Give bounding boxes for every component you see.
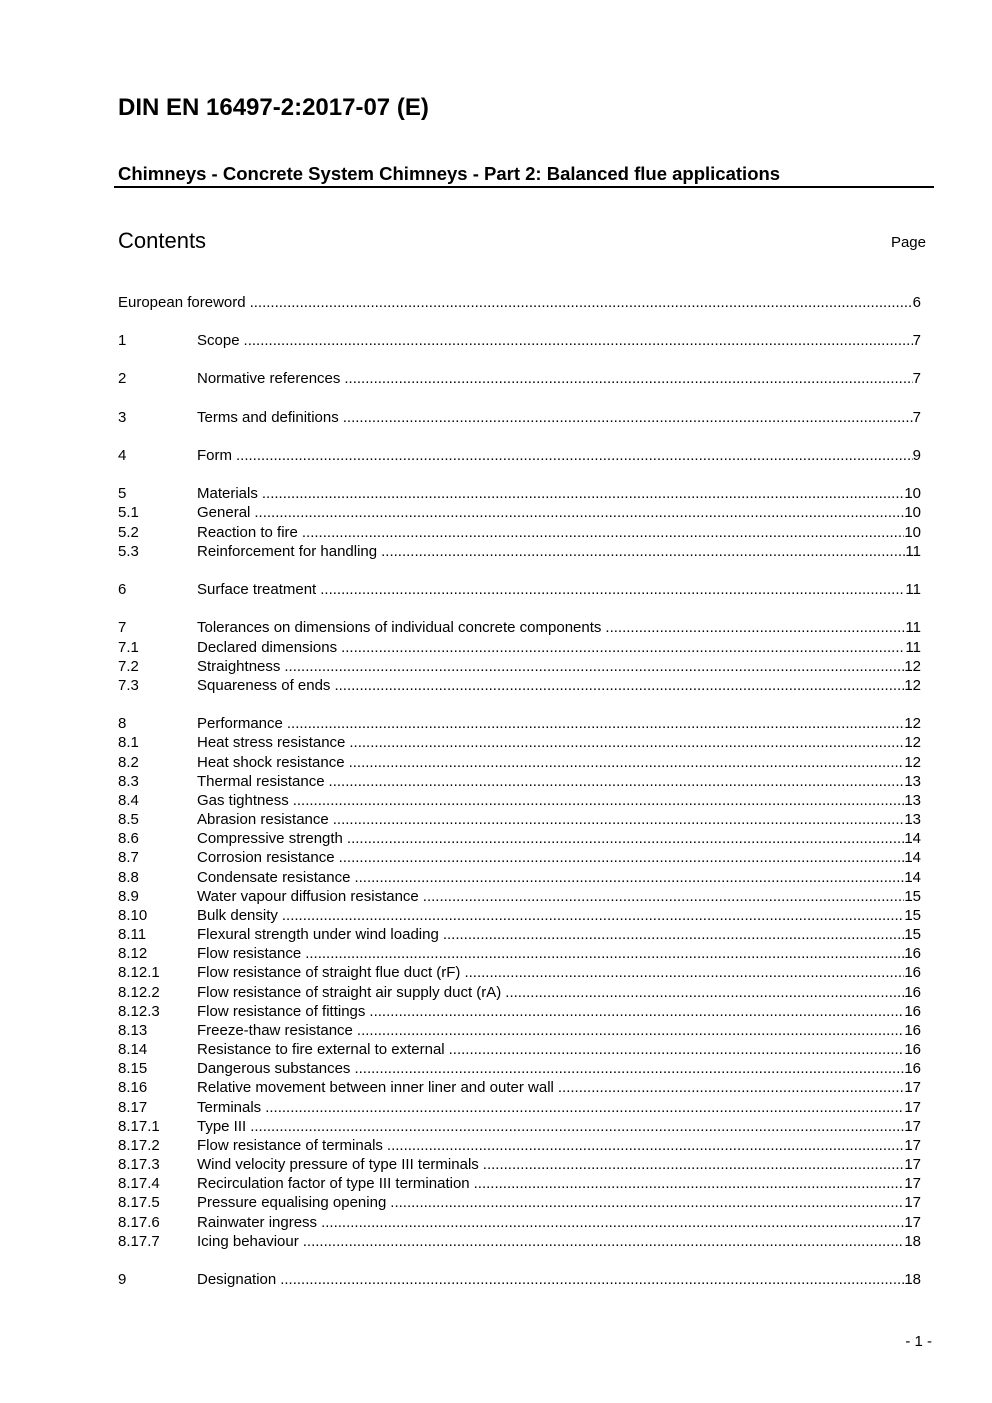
toc-entry[interactable] xyxy=(118,963,921,982)
toc-dot-leader xyxy=(369,1002,904,1021)
toc-dot-leader xyxy=(390,1193,904,1212)
toc-entry-page: 16 xyxy=(904,1022,921,1039)
toc-entry-title: Flow resistance of terminals xyxy=(197,1137,383,1154)
toc-entry-title: Normative references xyxy=(197,370,341,387)
toc-entry-page: 12 xyxy=(904,715,921,732)
toc-dot-leader xyxy=(280,1270,904,1289)
toc-entry[interactable] xyxy=(118,1136,921,1155)
toc-entry-number: 8.6 xyxy=(118,830,139,847)
toc-entry-number: 8.12.3 xyxy=(118,1003,160,1020)
toc-dot-leader xyxy=(505,983,904,1002)
toc-entry-page: 16 xyxy=(904,945,921,962)
toc-entry-page: 11 xyxy=(905,619,921,636)
toc-entry-number: 4 xyxy=(118,447,127,464)
toc-entry-number: 6 xyxy=(118,581,127,598)
toc-entry[interactable] xyxy=(118,1098,921,1117)
toc-entry-title: Pressure equalising opening xyxy=(197,1194,387,1211)
toc-entry[interactable] xyxy=(118,772,921,791)
toc-entry[interactable] xyxy=(118,369,921,388)
toc-entry-title: Flow resistance xyxy=(197,945,302,962)
toc-entry-title: Wind velocity pressure of type III terminals xyxy=(197,1156,479,1173)
toc-entry-title: Squareness of ends xyxy=(197,677,331,694)
toc-entry-number: 8.16 xyxy=(118,1079,148,1096)
toc-entry[interactable] xyxy=(118,1174,921,1193)
toc-entry[interactable] xyxy=(118,331,921,350)
toc-entry-number: 8.15 xyxy=(118,1060,148,1077)
toc-entry-title: Gas tightness xyxy=(197,792,289,809)
toc-entry-title: Declared dimensions xyxy=(197,639,338,656)
toc-entry-page: 11 xyxy=(905,639,921,656)
toc-entry[interactable] xyxy=(118,810,921,829)
toc-entry-page: 17 xyxy=(904,1214,921,1231)
toc-dot-leader xyxy=(354,868,904,887)
toc-entry-page: 15 xyxy=(904,926,921,943)
toc-dot-leader xyxy=(381,542,905,561)
toc-dot-leader xyxy=(254,503,904,522)
toc-entry-number: 8.3 xyxy=(118,773,139,790)
toc-entry-page: 12 xyxy=(904,754,921,771)
toc-entry-title: General xyxy=(197,504,251,521)
toc-entry-title: Flexural strength under wind loading xyxy=(197,926,439,943)
toc-entry-title: Freeze-thaw resistance xyxy=(197,1022,353,1039)
toc-entry-title: Flow resistance of straight air supply duct (rA) xyxy=(197,984,502,1001)
toc-dot-leader xyxy=(320,580,905,599)
toc-entry[interactable] xyxy=(118,983,921,1002)
toc-entry[interactable] xyxy=(118,657,921,676)
toc-entry[interactable] xyxy=(118,542,921,561)
toc-dot-leader xyxy=(284,657,904,676)
toc-entry-number: 7.1 xyxy=(118,639,139,656)
toc-entry-number: 8 xyxy=(118,715,127,732)
toc-entry-page: 16 xyxy=(904,1003,921,1020)
table-of-contents xyxy=(118,0,921,1403)
toc-entry-page: 17 xyxy=(904,1118,921,1135)
toc-entry[interactable] xyxy=(118,638,921,657)
toc-dot-leader xyxy=(347,829,904,848)
toc-dot-leader xyxy=(321,1213,904,1232)
toc-entry[interactable] xyxy=(118,733,921,752)
toc-entry-page: 17 xyxy=(904,1079,921,1096)
toc-entry[interactable] xyxy=(118,676,921,695)
toc-entry-number: 8.12 xyxy=(118,945,148,962)
toc-entry[interactable] xyxy=(118,944,921,963)
toc-dot-leader xyxy=(339,848,905,867)
toc-dot-leader xyxy=(343,408,913,427)
toc-entry-number: 5 xyxy=(118,485,127,502)
toc-dot-leader xyxy=(344,369,912,388)
toc-entry-title: Reaction to fire xyxy=(197,524,298,541)
toc-entry[interactable] xyxy=(118,906,921,925)
toc-entry-title: Heat stress resistance xyxy=(197,734,346,751)
toc-dot-leader xyxy=(305,944,904,963)
toc-entry[interactable] xyxy=(118,829,921,848)
toc-entry[interactable] xyxy=(118,1232,921,1251)
toc-dot-leader xyxy=(262,484,904,503)
toc-entry-title: Tolerances on dimensions of individual concrete components xyxy=(197,619,602,636)
document-title: Chimneys - Concrete System Chimneys - Part 2: Balanced flue applications xyxy=(118,163,781,184)
toc-entry-page: 10 xyxy=(904,524,921,541)
toc-dot-leader xyxy=(333,810,905,829)
toc-entry-page: 17 xyxy=(904,1099,921,1116)
toc-entry[interactable] xyxy=(118,887,921,906)
toc-entry-title: Straightness xyxy=(197,658,281,675)
toc-entry[interactable] xyxy=(118,1078,921,1097)
toc-entry-page: 16 xyxy=(904,964,921,981)
toc-dot-leader xyxy=(250,293,913,312)
toc-entry-page: 16 xyxy=(904,1041,921,1058)
toc-entry[interactable] xyxy=(118,1155,921,1174)
toc-dot-leader xyxy=(250,1117,904,1136)
toc-entry-title: Condensate resistance xyxy=(197,869,351,886)
toc-entry-page: 7 xyxy=(912,409,921,426)
toc-dot-leader xyxy=(287,714,904,733)
toc-entry-number: 8.8 xyxy=(118,869,139,886)
toc-entry-title: Performance xyxy=(197,715,283,732)
toc-entry-page: 12 xyxy=(904,658,921,675)
toc-entry-number: 2 xyxy=(118,370,127,387)
toc-entry-number: 8.1 xyxy=(118,734,139,751)
toc-entry-number: 5.3 xyxy=(118,543,139,560)
toc-entry-page: 13 xyxy=(904,773,921,790)
toc-entry-title: Form xyxy=(197,447,232,464)
toc-entry[interactable] xyxy=(118,925,921,944)
toc-entry-title: Materials xyxy=(197,485,258,502)
toc-entry-number: 8.14 xyxy=(118,1041,148,1058)
toc-entry-title: Dangerous substances xyxy=(197,1060,351,1077)
toc-entry-title: Terms and definitions xyxy=(197,409,339,426)
toc-dot-leader xyxy=(329,772,905,791)
toc-entry[interactable] xyxy=(118,868,921,887)
toc-entry-title: European foreword xyxy=(118,294,246,311)
toc-dot-leader xyxy=(558,1078,904,1097)
toc-dot-leader xyxy=(244,331,913,350)
toc-dot-leader xyxy=(449,1040,905,1059)
toc-entry-number: 1 xyxy=(118,332,127,349)
toc-entry[interactable] xyxy=(118,618,921,637)
toc-entry-page: 9 xyxy=(912,447,921,464)
toc-entry[interactable] xyxy=(118,1040,921,1059)
toc-entry[interactable] xyxy=(118,1059,921,1078)
toc-entry[interactable] xyxy=(118,293,921,312)
toc-dot-leader xyxy=(293,791,905,810)
toc-entry-number: 8.12.2 xyxy=(118,984,160,1001)
toc-entry-page: 15 xyxy=(904,888,921,905)
toc-entry-page: 18 xyxy=(904,1233,921,1250)
toc-entry-number: 8.17 xyxy=(118,1099,148,1116)
toc-entry[interactable] xyxy=(118,580,921,599)
toc-entry[interactable] xyxy=(118,848,921,867)
toc-entry-title: Heat shock resistance xyxy=(197,754,345,771)
toc-entry-page: 6 xyxy=(912,294,921,311)
toc-entry[interactable] xyxy=(118,503,921,522)
toc-dot-leader xyxy=(483,1155,905,1174)
toc-entry-number: 3 xyxy=(118,409,127,426)
toc-entry-title: Thermal resistance xyxy=(197,773,325,790)
toc-entry-number: 8.17.1 xyxy=(118,1118,160,1135)
toc-entry[interactable] xyxy=(118,484,921,503)
toc-entry[interactable] xyxy=(118,753,921,772)
toc-entry-title: Reinforcement for handling xyxy=(197,543,378,560)
toc-dot-leader xyxy=(354,1059,904,1078)
toc-entry-title: Icing behaviour xyxy=(197,1233,299,1250)
toc-entry[interactable] xyxy=(118,1193,921,1212)
page-column-label: Page xyxy=(890,234,926,251)
toc-entry-number: 8.17.6 xyxy=(118,1214,160,1231)
toc-dot-leader xyxy=(357,1021,904,1040)
toc-entry-page: 15 xyxy=(904,907,921,924)
contents-heading: Contents xyxy=(118,228,207,253)
toc-entry-page: 7 xyxy=(912,332,921,349)
toc-entry-title: Relative movement between inner liner and outer wall xyxy=(197,1079,554,1096)
toc-entry-number: 8.9 xyxy=(118,888,139,905)
toc-entry[interactable] xyxy=(118,1021,921,1040)
toc-entry-number: 8.17.7 xyxy=(118,1233,160,1250)
toc-entry-number: 8.7 xyxy=(118,849,139,866)
toc-entry[interactable] xyxy=(118,714,921,733)
toc-entry-number: 7.3 xyxy=(118,677,139,694)
toc-entry-number: 5.1 xyxy=(118,504,139,521)
toc-entry-page: 17 xyxy=(904,1156,921,1173)
toc-entry-number: 8.2 xyxy=(118,754,139,771)
toc-entry-number: 9 xyxy=(118,1271,127,1288)
toc-entry[interactable] xyxy=(118,1213,921,1232)
toc-entry[interactable] xyxy=(118,446,921,465)
toc-entry-page: 17 xyxy=(904,1175,921,1192)
toc-entry[interactable] xyxy=(118,1270,921,1289)
toc-entry-number: 8.11 xyxy=(118,926,147,943)
toc-entry-page: 16 xyxy=(904,984,921,1001)
toc-dot-leader xyxy=(349,733,904,752)
toc-entry-page: 7 xyxy=(912,370,921,387)
toc-entry-number: 8.12.1 xyxy=(118,964,160,981)
toc-dot-leader xyxy=(474,1174,905,1193)
toc-entry-page: 12 xyxy=(904,677,921,694)
toc-entry-page: 11 xyxy=(905,581,921,598)
document-number: DIN EN 16497-2:2017-07 (E) xyxy=(118,94,429,121)
toc-dot-leader xyxy=(423,887,905,906)
toc-entry-number: 8.4 xyxy=(118,792,139,809)
toc-dot-leader xyxy=(334,676,904,695)
toc-entry-title: Terminals xyxy=(197,1099,262,1116)
toc-entry-number: 8.17.3 xyxy=(118,1156,160,1173)
toc-dot-leader xyxy=(387,1136,904,1155)
toc-entry-title: Flow resistance of fittings xyxy=(197,1003,366,1020)
toc-dot-leader xyxy=(302,523,904,542)
footer-page-number: - 1 - xyxy=(905,1333,932,1350)
toc-dot-leader xyxy=(282,906,904,925)
toc-dot-leader xyxy=(605,618,905,637)
toc-entry-title: Designation xyxy=(197,1271,277,1288)
toc-entry-number: 8.5 xyxy=(118,811,139,828)
toc-entry-title: Flow resistance of straight flue duct (rF) xyxy=(197,964,461,981)
toc-entry-page: 10 xyxy=(904,504,921,521)
toc-entry-number: 7 xyxy=(118,619,127,636)
toc-entry[interactable] xyxy=(118,408,921,427)
toc-entry-title: Rainwater ingress xyxy=(197,1214,318,1231)
toc-entry-title: Recirculation factor of type III termination xyxy=(197,1175,470,1192)
toc-entry-title: Compressive strength xyxy=(197,830,343,847)
toc-entry-page: 17 xyxy=(904,1194,921,1211)
toc-dot-leader xyxy=(265,1098,904,1117)
toc-dot-leader xyxy=(341,638,905,657)
toc-entry-page: 13 xyxy=(904,792,921,809)
toc-dot-leader xyxy=(349,753,905,772)
toc-entry-page: 16 xyxy=(904,1060,921,1077)
toc-entry-page: 13 xyxy=(904,811,921,828)
toc-entry[interactable] xyxy=(118,523,921,542)
toc-entry[interactable] xyxy=(118,791,921,810)
toc-entry-number: 8.17.5 xyxy=(118,1194,160,1211)
toc-entry-page: 10 xyxy=(904,485,921,502)
toc-dot-leader xyxy=(443,925,905,944)
toc-entry-number: 7.2 xyxy=(118,658,139,675)
toc-entry-title: Bulk density xyxy=(197,907,278,924)
toc-entry-page: 12 xyxy=(904,734,921,751)
toc-dot-leader xyxy=(236,446,913,465)
toc-entry-number: 8.17.4 xyxy=(118,1175,160,1192)
toc-entry-page: 18 xyxy=(904,1271,921,1288)
toc-entry-title: Resistance to fire external to external xyxy=(197,1041,445,1058)
toc-dot-leader xyxy=(303,1232,905,1251)
toc-entry-title: Scope xyxy=(197,332,240,349)
toc-entry-title: Abrasion resistance xyxy=(197,811,329,828)
toc-entry-page: 14 xyxy=(904,830,921,847)
toc-entry-title: Water vapour diffusion resistance xyxy=(197,888,419,905)
toc-entry-number: 8.10 xyxy=(118,907,148,924)
toc-entry-page: 17 xyxy=(904,1137,921,1154)
toc-entry-number: 8.17.2 xyxy=(118,1137,160,1154)
toc-entry[interactable] xyxy=(118,1117,921,1136)
toc-entry-title: Corrosion resistance xyxy=(197,849,335,866)
toc-entry-number: 5.2 xyxy=(118,524,139,541)
toc-dot-leader xyxy=(464,963,904,982)
toc-entry-number: 8.13 xyxy=(118,1022,148,1039)
toc-entry-title: Type III xyxy=(197,1118,247,1135)
toc-entry-page: 11 xyxy=(905,543,921,560)
toc-entry-title: Surface treatment xyxy=(197,581,317,598)
toc-entry-page: 14 xyxy=(904,849,921,866)
toc-entry-page: 14 xyxy=(904,869,921,886)
toc-entry[interactable] xyxy=(118,1002,921,1021)
